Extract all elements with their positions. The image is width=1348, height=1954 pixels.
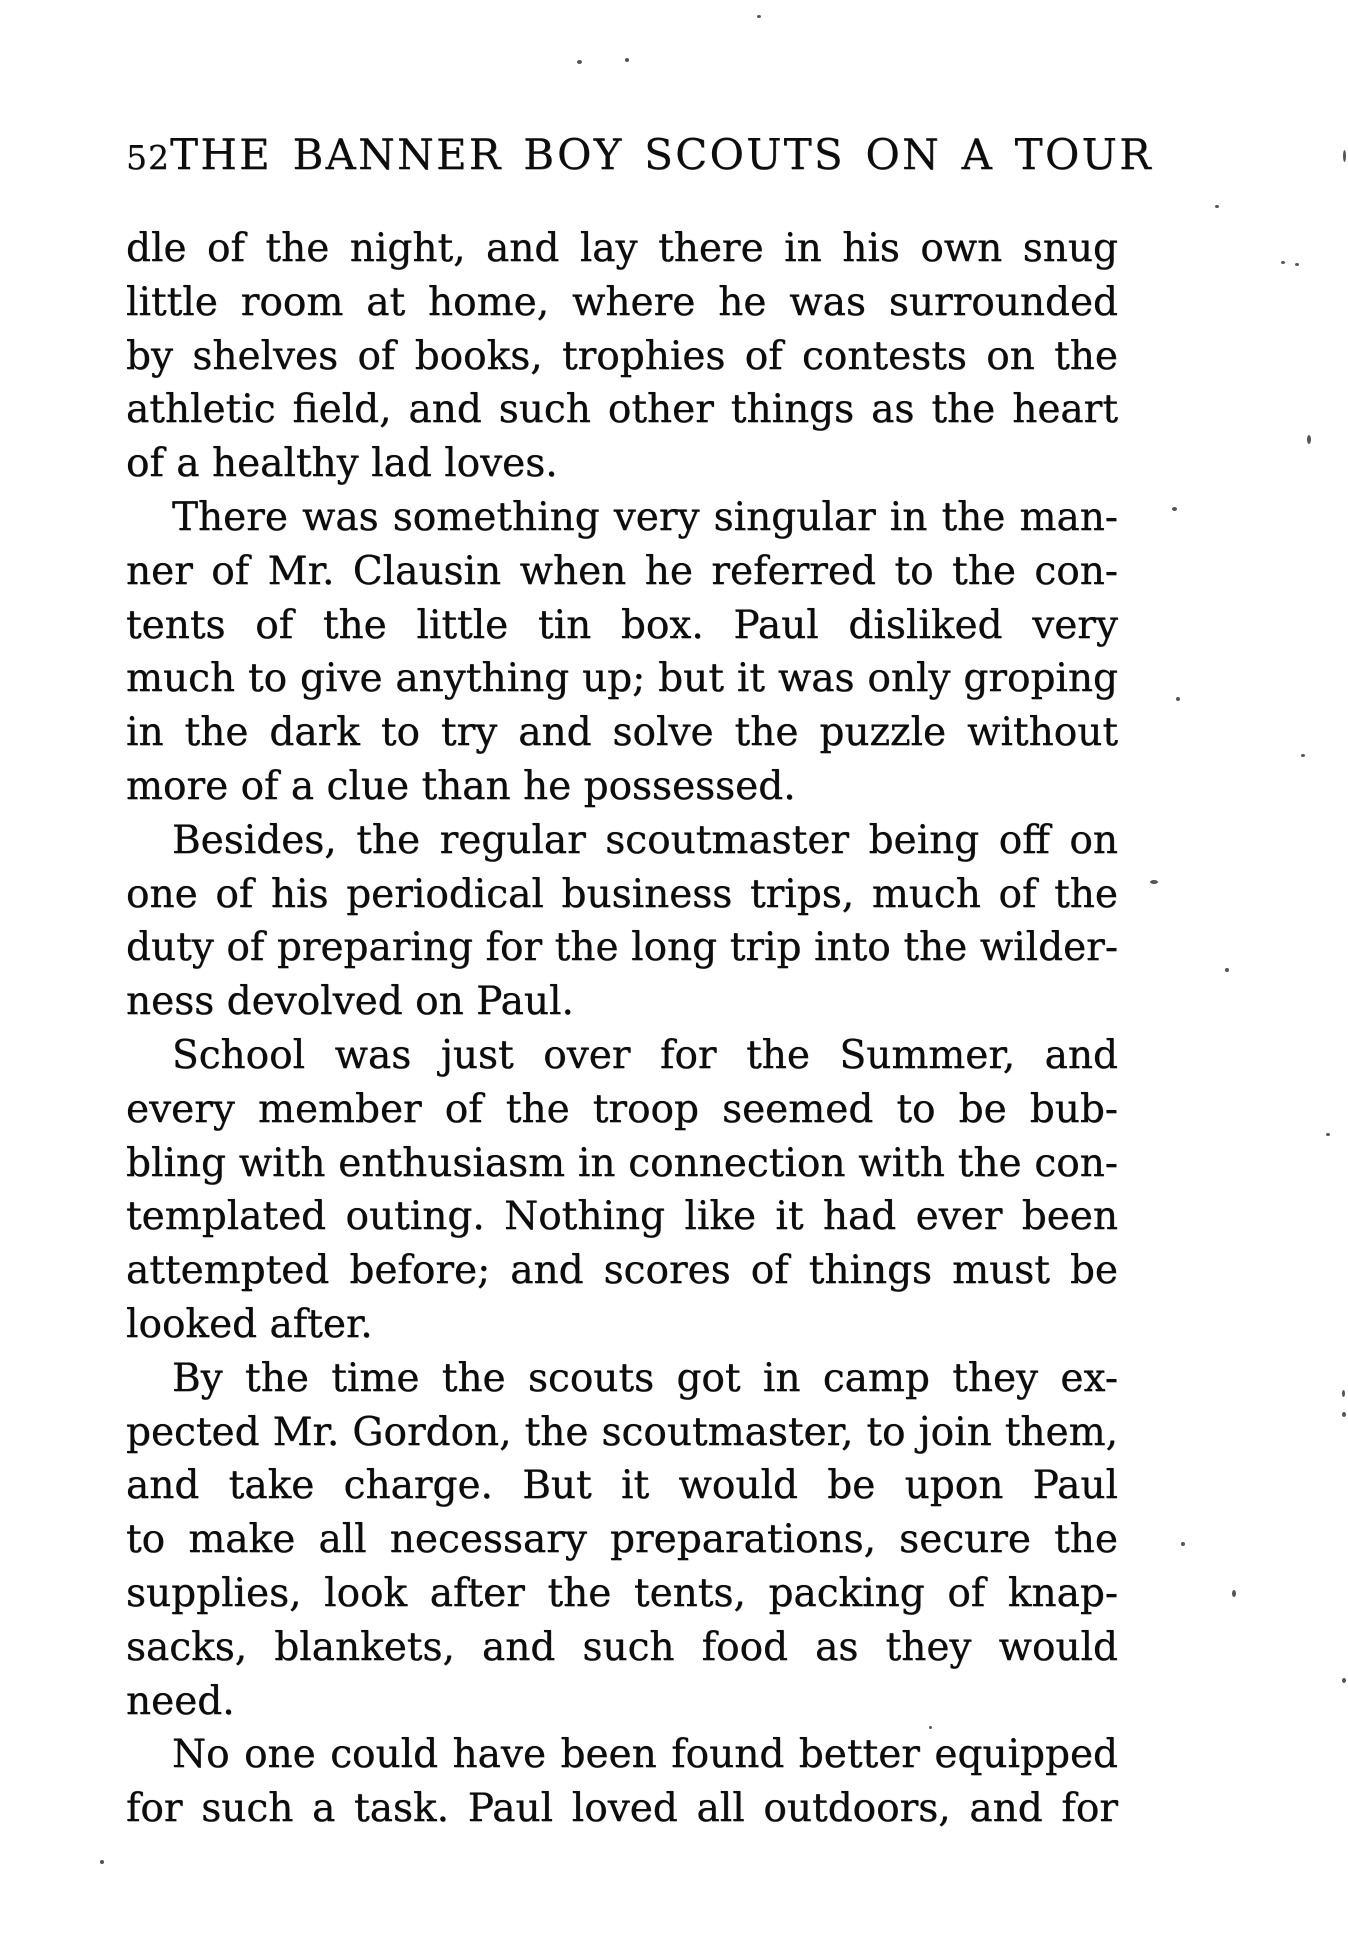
running-title: THE BANNER BOY SCOUTS ON A TOUR: [170, 130, 1153, 179]
page-number: 52: [126, 138, 170, 177]
noise-speck: [1172, 507, 1177, 511]
noise-speck: [1232, 1590, 1236, 1597]
noise-speck: [1176, 697, 1180, 701]
text-line: looked after.: [126, 1301, 373, 1347]
noise-speck: [1181, 1542, 1185, 1546]
text-line: one of his periodical business trips, much of the: [126, 871, 1118, 917]
paragraph: [126, 491, 1118, 814]
text-line: in the dark to try and solve the puzzle without: [126, 710, 1118, 756]
noise-speck: [625, 58, 629, 62]
text-line: duty of preparing for the long trip into the wilder-: [126, 925, 1118, 971]
noise-speck: [757, 15, 761, 18]
text-line: tents of the little tin box. Paul disliked very: [126, 602, 1118, 648]
paragraph: [126, 222, 1118, 491]
text-line: No one could have been found better equipped: [172, 1732, 1118, 1778]
text-line: of a healthy lad loves.: [126, 441, 558, 487]
text-line: There was something very singular in the man-: [172, 494, 1118, 540]
text-line: Besides, the regular scoutmaster being off on: [172, 817, 1118, 863]
noise-speck: [1342, 1412, 1346, 1417]
text-line: attempted before; and scores of things must be: [126, 1248, 1118, 1294]
text-line: every member of the troop seemed to be bub-: [126, 1086, 1118, 1132]
noise-speck: [1342, 1678, 1346, 1683]
noise-speck: [1301, 754, 1305, 757]
text-line: little room at home, where he was surrounded: [126, 279, 1118, 325]
body-text: [126, 222, 1118, 1836]
text-line: By the time the scouts got in camp they ex-: [172, 1355, 1118, 1401]
text-line: by shelves of books, trophies of contests on the: [126, 333, 1118, 379]
text-line: to make all necessary preparations, secure the: [126, 1517, 1118, 1563]
text-line: much to give anything up; but it was only groping: [126, 656, 1118, 702]
noise-speck: [577, 60, 582, 64]
paragraph: [126, 814, 1118, 1029]
noise-speck: [1295, 263, 1299, 266]
paragraph: [126, 1352, 1118, 1729]
text-line: School was just over for the Summer, and: [172, 1032, 1118, 1078]
noise-speck: [1342, 1390, 1345, 1397]
text-line: bling with enthusiasm in connection with the con-: [126, 1140, 1118, 1186]
text-line: for such a task. Paul loved all outdoors, and for: [126, 1786, 1118, 1832]
text-line: supplies, look after the tents, packing of knap-: [126, 1570, 1118, 1616]
noise-speck: [100, 1860, 104, 1864]
text-line: ness devolved on Paul.: [126, 979, 574, 1025]
noise-speck: [1281, 261, 1285, 264]
text-line: dle of the night, and lay there in his own snug: [126, 226, 1118, 271]
noise-speck: [1215, 205, 1219, 208]
noise-speck: [1225, 968, 1229, 972]
paragraph: [126, 1728, 1118, 1836]
text-line: ner of Mr. Clausin when he referred to the con-: [126, 548, 1118, 594]
paragraph: [126, 1029, 1118, 1352]
text-line: pected Mr. Gordon, the scoutmaster, to join them,: [126, 1409, 1118, 1455]
text-line: sacks, blankets, and such food as they would need.: [126, 1624, 1118, 1724]
noise-speck: [1150, 880, 1158, 884]
text-line: templated outing. Nothing like it had ever been: [126, 1194, 1118, 1240]
text-line: athletic field, and such other things as the heart: [126, 387, 1118, 433]
noise-speck: [1343, 150, 1346, 162]
noise-speck: [1307, 435, 1311, 444]
text-line: more of a clue than he possessed.: [126, 763, 796, 809]
text-line: and take charge. But it would be upon Paul: [126, 1463, 1118, 1509]
noise-speck: [1326, 1133, 1330, 1136]
page-header: [126, 130, 1153, 179]
noise-speck: [929, 1726, 932, 1729]
